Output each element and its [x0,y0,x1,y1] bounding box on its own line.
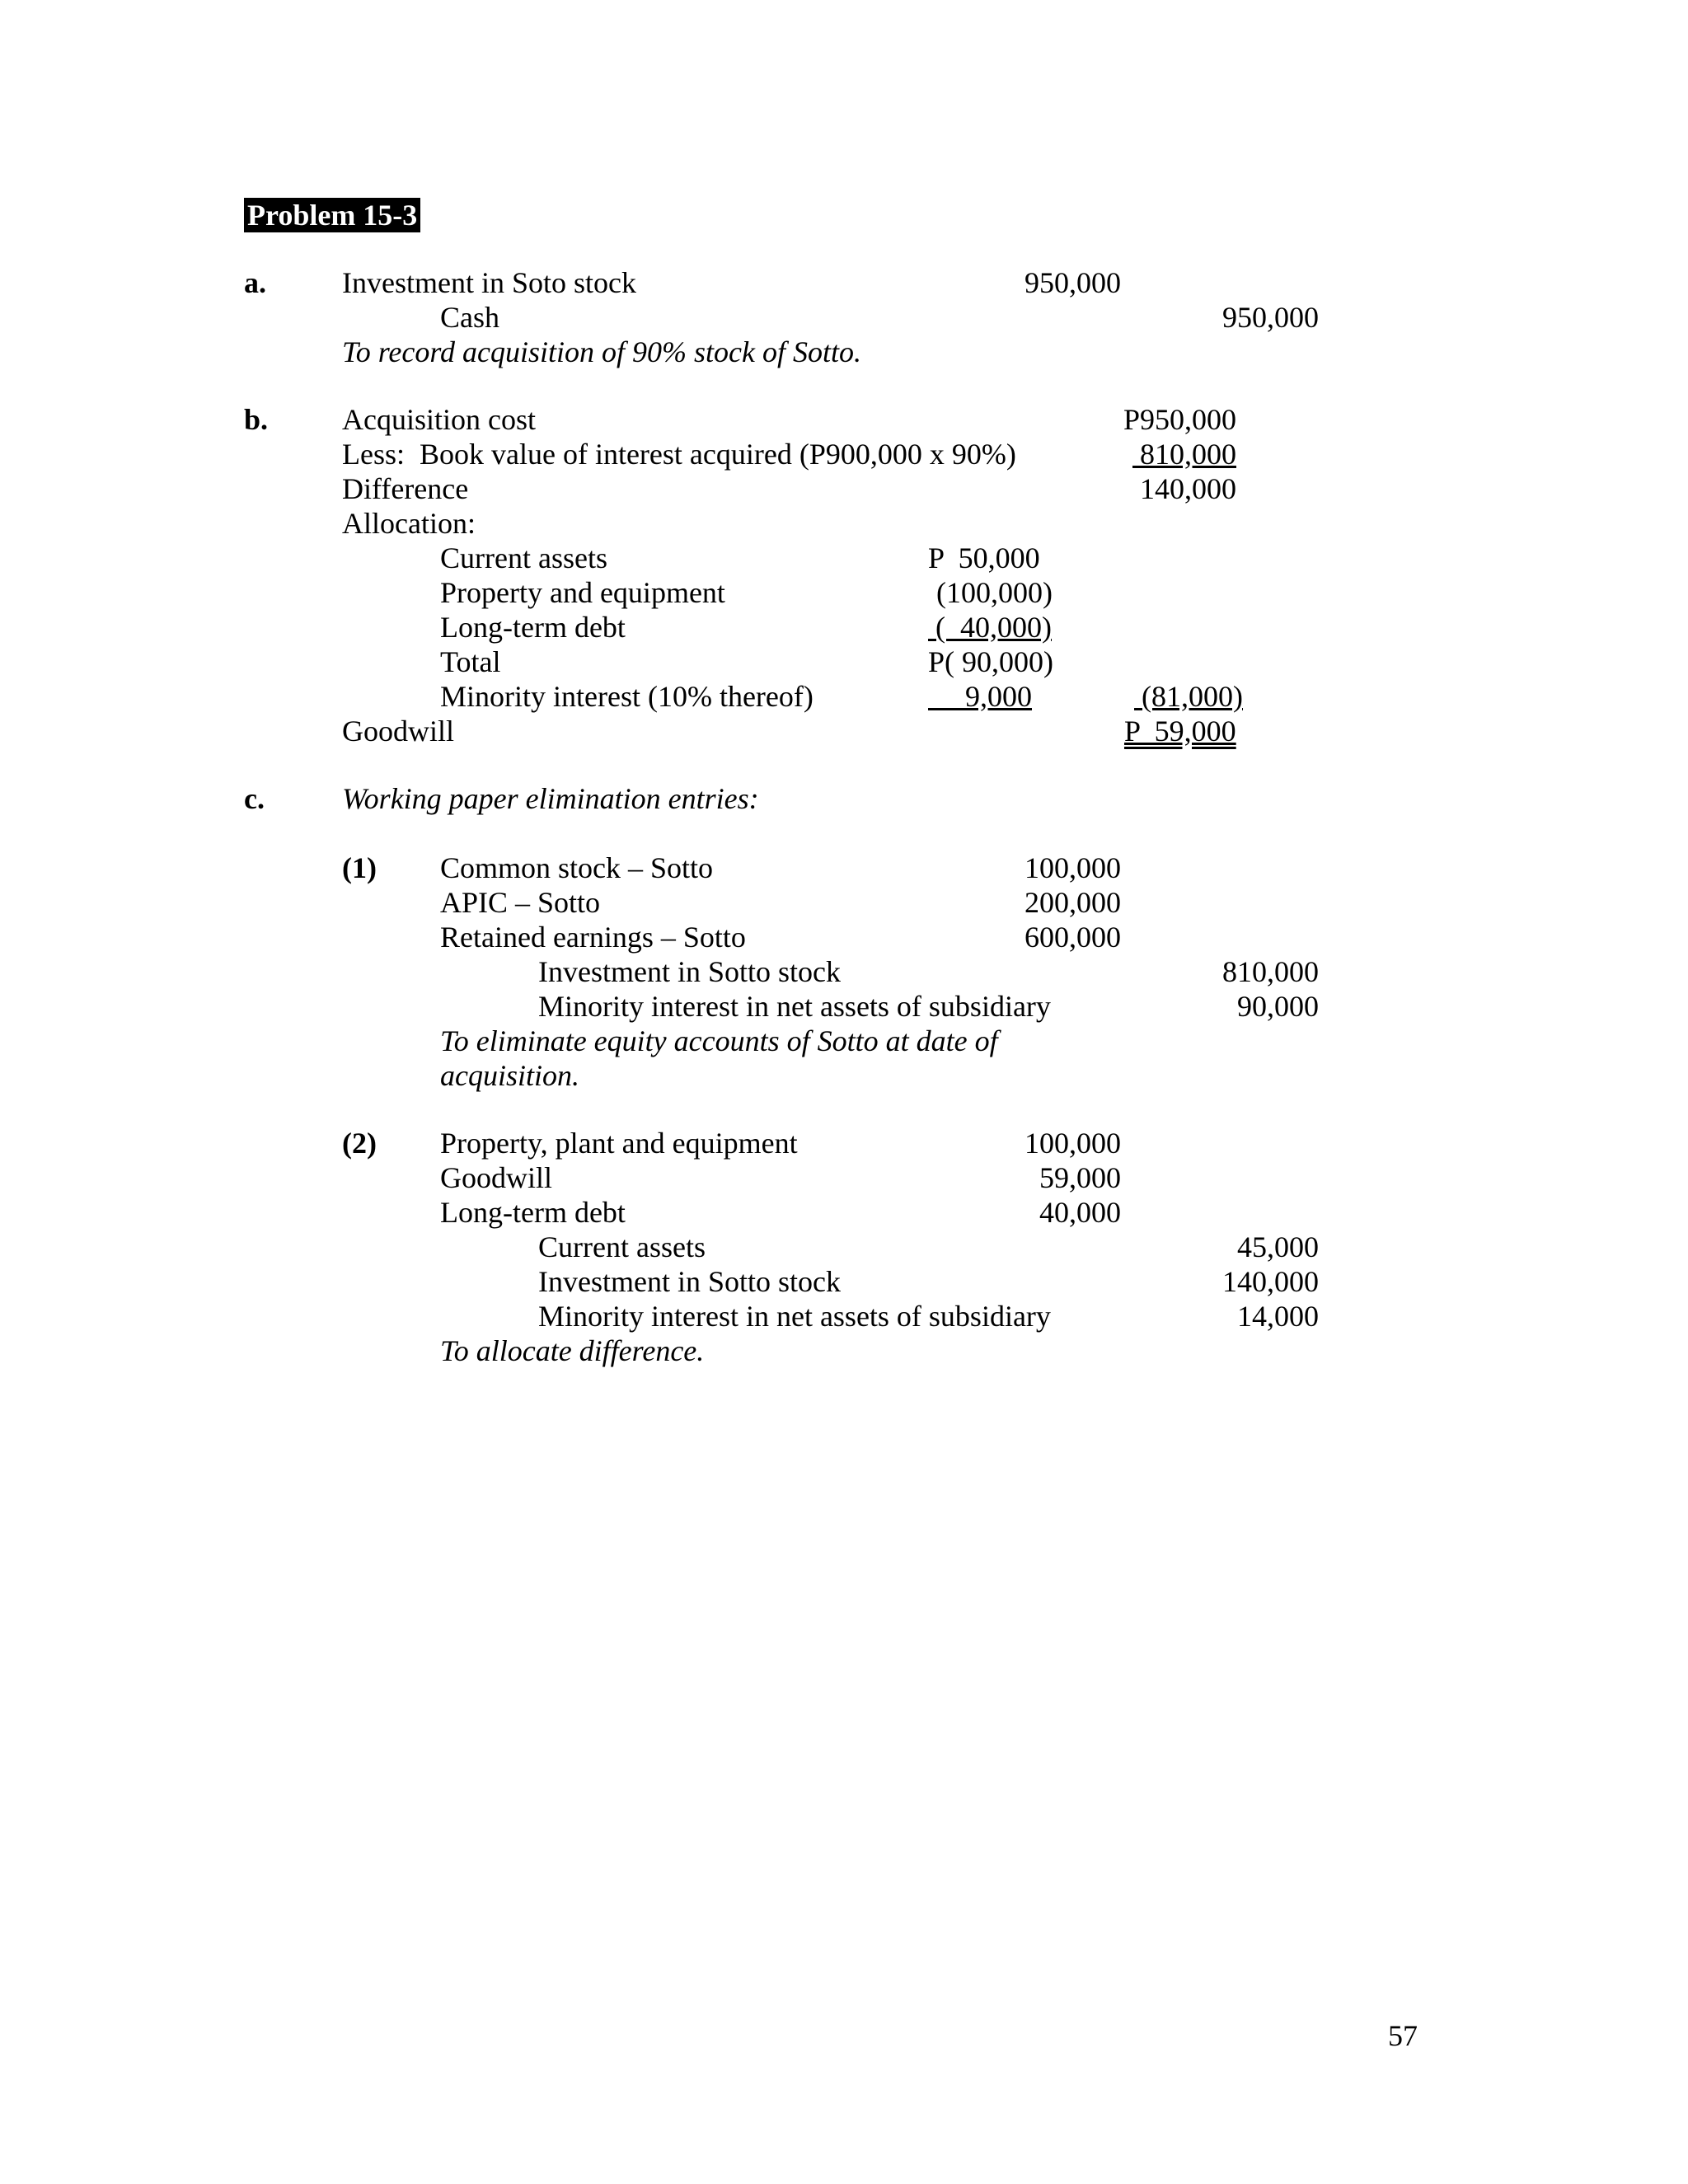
alloc-label: Minority interest (10% thereof) [440,680,814,713]
b-difference-label: Difference [342,472,469,505]
entry-credit-account: Investment in Sotto stock [538,1265,841,1298]
entry-1-number: (1) [342,851,377,884]
alloc-label: Long-term debt [440,611,626,644]
entry-2-number: (2) [342,1127,377,1160]
b-acq-cost-label: Acquisition cost [342,403,536,436]
entry-credit-amount: 810,000 [1222,955,1319,988]
entry-debit-account: Property, plant and equipment [440,1127,798,1160]
entry-credit-account: Current assets [538,1230,706,1263]
entry-debit-account: Retained earnings – Sotto [440,921,746,954]
alloc-label: Total [440,645,501,678]
part-a-label: a. [244,266,266,299]
b-less-label: Less: Book value of interest acquired (P900,000 x 90%) [342,438,1016,471]
alloc-amount: ( 40,000) [928,611,1052,644]
c-heading: Working paper elimination entries: [342,782,759,815]
b-goodwill-amount: P 59,000 [1124,715,1236,748]
a-explanation: To record acquisition of 90% stock of Sotto. [342,335,861,368]
b-allocation-label: Allocation: [342,507,476,540]
entry-1-explanation-cont: acquisition. [440,1059,579,1092]
b-minority-total: (81,000) [1134,680,1243,713]
entry-debit-account: Common stock – Sotto [440,851,714,884]
entry-credit-amount: 90,000 [1237,990,1319,1023]
entry-credit-amount: 45,000 [1237,1230,1319,1263]
entry-debit-amount: 100,000 [1025,851,1121,884]
entry-1-explanation: To eliminate equity accounts of Sotto at date of [440,1024,998,1057]
b-acq-cost: P950,000 [1123,403,1236,436]
entry-debit-account: Goodwill [440,1161,553,1194]
alloc-amount: P 50,000 [928,541,1040,574]
alloc-label: Current assets [440,541,607,574]
entry-debit-account: APIC – Sotto [440,886,601,919]
entry-credit-account: Minority interest in net assets of subsidiary [538,990,1051,1023]
b-less-amount: 810,000 [1132,438,1236,471]
entry-2-explanation: To allocate difference. [440,1334,705,1367]
entry-debit-amount: 600,000 [1025,921,1121,954]
part-c-label: c. [244,782,265,815]
page-number: 57 [1388,2019,1418,2052]
entry-credit-amount: 140,000 [1222,1265,1319,1298]
entry-debit-amount: 100,000 [1025,1127,1121,1160]
alloc-amount: P( 90,000) [928,645,1053,678]
a-credit-account: Cash [440,301,499,334]
problem-title: Problem 15-3 [244,198,420,232]
alloc-amount: (100,000) [936,576,1053,609]
entry-credit-amount: 14,000 [1237,1300,1319,1333]
entry-debit-amount: 59,000 [1039,1161,1121,1194]
entry-credit-account: Investment in Sotto stock [538,955,841,988]
entry-debit-amount: 40,000 [1039,1196,1121,1229]
entry-credit-account: Minority interest in net assets of subsidiary [538,1300,1051,1333]
b-difference-amount: 140,000 [1140,472,1236,505]
alloc-amount: 9,000 [928,680,1032,713]
b-goodwill-label: Goodwill [342,715,455,748]
a-credit-amount: 950,000 [1222,301,1319,334]
a-debit-account: Investment in Soto stock [342,266,636,299]
part-b-label: b. [244,403,269,436]
entry-debit-amount: 200,000 [1025,886,1121,919]
a-debit-amount: 950,000 [1025,266,1121,299]
entry-debit-account: Long-term debt [440,1196,626,1229]
alloc-label: Property and equipment [440,576,725,609]
